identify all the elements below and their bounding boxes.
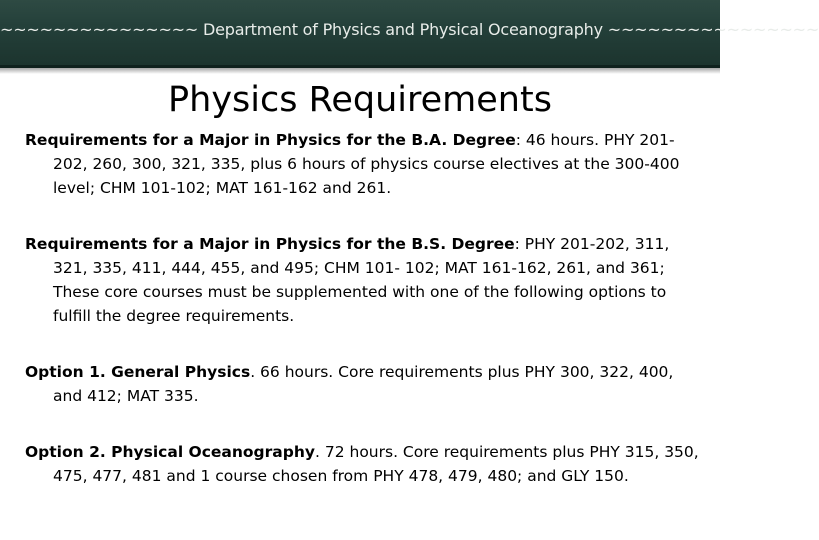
ba-degree-text: : 46 hours. PHY 201-202, 260, 300, 321, 335, plus 6 hours of physics course electives at the 300-400 level; CHM 101-102; MAT 161-162 and 261. xyxy=(53,131,680,197)
page-title: Physics Requirements xyxy=(168,80,552,120)
option-1-heading: Option 1. General Physics xyxy=(25,363,251,381)
bs-degree-requirements xyxy=(25,232,705,328)
bs-degree-text: : PHY 201-202, 311, 321, 335, 411, 444, 455, and 495; CHM 101- 102; MAT 161-162, 261, and 361; These core courses must be supplemented with one of the following options to fulfill the degree requirements. xyxy=(53,235,670,325)
ba-degree-requirements xyxy=(25,128,705,200)
header-banner xyxy=(0,0,819,68)
option-2-text: . 72 hours. Core requirements plus PHY 315, 350, 475, 477, 481 and 1 course chosen from PHY 478, 479, 480; and GLY 150. xyxy=(53,443,699,485)
banner-shadow xyxy=(0,68,720,74)
option-2-heading: Option 2. Physical Oceanography xyxy=(25,443,315,461)
option-2-physical-oceanography xyxy=(25,440,705,488)
bs-degree-heading: Requirements for a Major in Physics for the B.S. Degree xyxy=(25,235,515,253)
ba-degree-heading: Requirements for a Major in Physics for the B.A. Degree xyxy=(25,131,516,149)
slide-content xyxy=(25,128,705,520)
option-1-general-physics xyxy=(25,360,705,408)
department-banner-text: ~~~~~~~~~~~~~~~ Department of Physics and Physical Oceanography ~~~~~~~~~~~~~~~~ xyxy=(0,20,819,39)
option-1-text: . 66 hours. Core requirements plus PHY 300, 322, 400, and 412; MAT 335. xyxy=(53,363,674,405)
